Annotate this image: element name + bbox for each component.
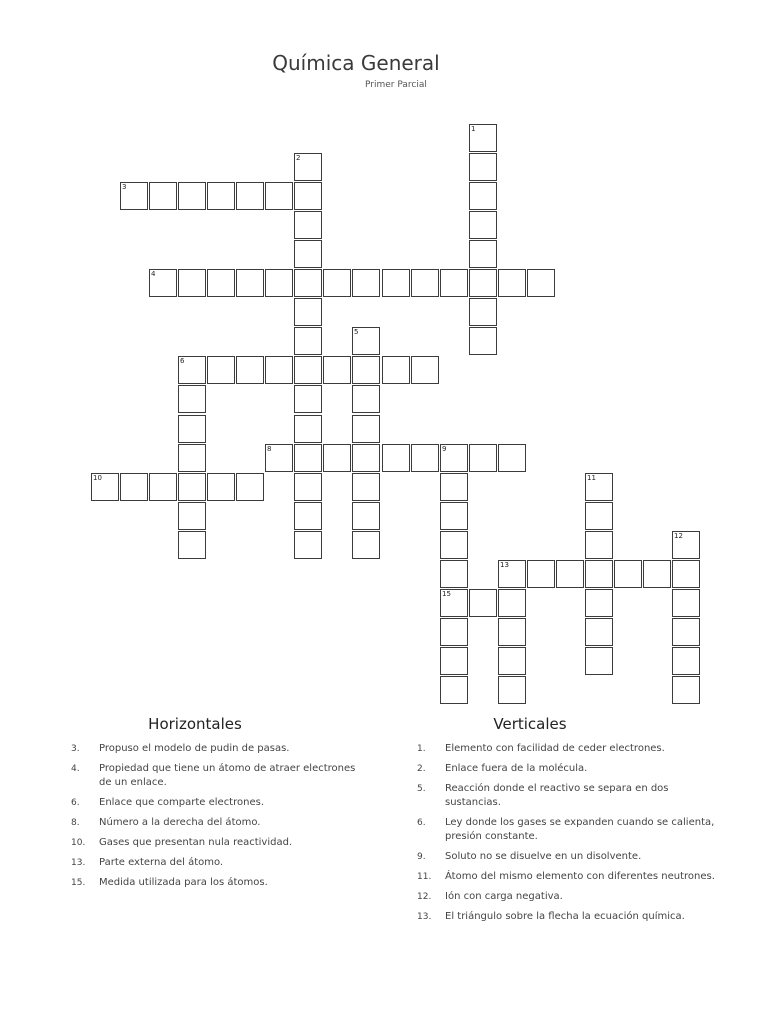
clue-text: El triángulo sobre la flecha la ecuación química. — [445, 911, 685, 922]
crossword-cell[interactable] — [440, 502, 468, 530]
crossword-cell[interactable] — [178, 269, 206, 297]
crossword-cell[interactable] — [265, 182, 293, 210]
crossword-cell[interactable] — [585, 473, 613, 501]
clue-number-label: 3. — [71, 744, 80, 754]
crossword-cell[interactable] — [585, 618, 613, 646]
crossword-cell[interactable] — [207, 473, 235, 501]
crossword-cell[interactable] — [178, 473, 206, 501]
clue-number: 4 — [151, 270, 156, 278]
crossword-cell[interactable] — [91, 473, 119, 501]
crossword-cell[interactable] — [498, 444, 526, 472]
clue-number-label: 12. — [417, 892, 432, 902]
clue-number-label: 1. — [417, 744, 426, 754]
across-clue-list — [71, 742, 371, 896]
clue-text: Elemento con facilidad de ceder electrones. — [445, 743, 665, 754]
crossword-cell[interactable] — [469, 589, 497, 617]
crossword-cell[interactable] — [236, 356, 264, 384]
crossword-cell[interactable] — [207, 182, 235, 210]
crossword-cell[interactable] — [382, 269, 410, 297]
page-title: Química General — [272, 51, 440, 75]
clue-number-label: 8. — [71, 818, 80, 828]
down-clue — [417, 890, 717, 904]
crossword-cell[interactable] — [672, 560, 700, 588]
crossword-cell[interactable] — [498, 618, 526, 646]
crossword-cell[interactable] — [469, 269, 497, 297]
clue-number-label: 13. — [71, 858, 86, 868]
crossword-cell[interactable] — [294, 356, 322, 384]
crossword-cell[interactable] — [294, 269, 322, 297]
crossword-cell[interactable] — [352, 502, 380, 530]
clue-number-label: 5. — [417, 784, 426, 794]
crossword-cell[interactable] — [585, 589, 613, 617]
crossword-cell[interactable] — [294, 211, 322, 239]
crossword-cell[interactable] — [352, 473, 380, 501]
crossword-cell[interactable] — [440, 444, 468, 472]
clue-number-label: 13. — [417, 912, 432, 922]
crossword-cell[interactable] — [294, 531, 322, 559]
crossword-cell[interactable] — [294, 298, 322, 326]
crossword-cell[interactable] — [294, 385, 322, 413]
down-heading: Verticales — [493, 715, 567, 733]
crossword-cell[interactable] — [585, 647, 613, 675]
clue-text: Átomo del mismo elemento con diferentes neutrones. — [445, 871, 715, 882]
crossword-cell[interactable] — [178, 356, 206, 384]
crossword-cell[interactable] — [207, 269, 235, 297]
crossword-cell[interactable] — [178, 385, 206, 413]
crossword-cell[interactable] — [556, 560, 584, 588]
crossword-cell[interactable] — [323, 269, 351, 297]
across-clue — [71, 816, 371, 830]
clue-number: 2 — [296, 154, 301, 162]
crossword-cell[interactable] — [469, 153, 497, 181]
down-clue — [417, 850, 717, 864]
clue-number-label: 15. — [71, 878, 86, 888]
clue-text: Medida utilizada para los átomos. — [99, 877, 268, 888]
crossword-cell[interactable] — [178, 444, 206, 472]
clue-number: 10 — [93, 474, 102, 482]
crossword-cell[interactable] — [440, 676, 468, 704]
clue-number: 5 — [354, 328, 359, 336]
crossword-cell[interactable] — [672, 531, 700, 559]
down-clue — [417, 762, 717, 776]
clue-number: 9 — [442, 445, 447, 453]
clue-number: 1 — [471, 125, 476, 133]
crossword-cell[interactable] — [352, 444, 380, 472]
crossword-cell[interactable] — [440, 269, 468, 297]
crossword-cell[interactable] — [294, 502, 322, 530]
clue-text: Gases que presentan nula reactividad. — [99, 837, 293, 848]
clue-text: Propiedad que tiene un átomo de atraer electrones de un enlace. — [99, 763, 356, 788]
crossword-cell[interactable] — [672, 618, 700, 646]
crossword-cell[interactable] — [120, 473, 148, 501]
clue-number: 13 — [500, 561, 509, 569]
crossword-cell[interactable] — [672, 589, 700, 617]
down-clue-list — [417, 742, 717, 930]
crossword-cell[interactable] — [149, 473, 177, 501]
crossword-cell[interactable] — [585, 560, 613, 588]
crossword-cell[interactable] — [207, 356, 235, 384]
crossword-cell[interactable] — [149, 182, 177, 210]
crossword-cell[interactable] — [352, 327, 380, 355]
clue-text: Reacción donde el reactivo se separa en dos sustancias. — [445, 783, 669, 808]
crossword-cell[interactable] — [527, 560, 555, 588]
crossword-cell[interactable] — [294, 415, 322, 443]
clue-text: Enlace fuera de la molécula. — [445, 763, 588, 774]
crossword-cell[interactable] — [498, 647, 526, 675]
clue-number-label: 9. — [417, 852, 426, 862]
crossword-cell[interactable] — [294, 473, 322, 501]
crossword-cell[interactable] — [498, 560, 526, 588]
crossword-cell[interactable] — [265, 269, 293, 297]
crossword-cell[interactable] — [440, 473, 468, 501]
clue-number: 6 — [180, 357, 185, 365]
crossword-cell[interactable] — [440, 589, 468, 617]
crossword-cell[interactable] — [265, 356, 293, 384]
crossword-cell[interactable] — [178, 531, 206, 559]
crossword-cell[interactable] — [352, 269, 380, 297]
crossword-cell[interactable] — [120, 182, 148, 210]
crossword-cell[interactable] — [323, 356, 351, 384]
crossword-cell[interactable] — [178, 502, 206, 530]
crossword-cell[interactable] — [352, 531, 380, 559]
crossword-cell[interactable] — [469, 444, 497, 472]
clue-text: Propuso el modelo de pudin de pasas. — [99, 743, 290, 754]
across-clue — [71, 762, 371, 790]
crossword-cell[interactable] — [411, 269, 439, 297]
clue-number-label: 6. — [71, 798, 80, 808]
crossword-cell[interactable] — [585, 502, 613, 530]
clue-number-label: 11. — [417, 872, 432, 882]
crossword-cell[interactable] — [498, 589, 526, 617]
clue-text: Ley donde los gases se expanden cuando se calienta, presión constante. — [445, 817, 715, 842]
crossword-cell[interactable] — [411, 356, 439, 384]
crossword-cell[interactable] — [294, 444, 322, 472]
crossword-cell[interactable] — [294, 240, 322, 268]
crossword-cell[interactable] — [469, 298, 497, 326]
crossword-cell[interactable] — [527, 269, 555, 297]
crossword-cell[interactable] — [382, 444, 410, 472]
crossword-cell[interactable] — [352, 415, 380, 443]
clue-number: 12 — [674, 532, 683, 540]
page-subtitle: Primer Parcial — [365, 80, 427, 90]
crossword-cell[interactable] — [236, 182, 264, 210]
crossword-cell[interactable] — [440, 560, 468, 588]
crossword-cell[interactable] — [469, 182, 497, 210]
crossword-cell[interactable] — [382, 356, 410, 384]
crossword-cell[interactable] — [411, 444, 439, 472]
crossword-cell[interactable] — [294, 327, 322, 355]
crossword-cell[interactable] — [469, 240, 497, 268]
clue-text: Número a la derecha del átomo. — [99, 817, 261, 828]
clue-number-label: 6. — [417, 818, 426, 828]
crossword-cell[interactable] — [585, 531, 613, 559]
across-clue — [71, 796, 371, 810]
down-clue — [417, 816, 717, 844]
crossword-cell[interactable] — [178, 415, 206, 443]
crossword-cell[interactable] — [440, 531, 468, 559]
clue-number: 8 — [267, 445, 272, 453]
clue-text: Ión con carga negativa. — [445, 891, 563, 902]
crossword-cell[interactable] — [440, 647, 468, 675]
crossword-cell[interactable] — [469, 211, 497, 239]
crossword-cell[interactable] — [294, 153, 322, 181]
crossword-cell[interactable] — [236, 473, 264, 501]
crossword-cell[interactable] — [236, 269, 264, 297]
clue-text: Soluto no se disuelve en un disolvente. — [445, 851, 642, 862]
clue-text: Parte externa del átomo. — [99, 857, 224, 868]
clue-number-label: 10. — [71, 838, 86, 848]
crossword-cell[interactable] — [672, 676, 700, 704]
clue-number-label: 4. — [71, 764, 80, 774]
across-clue — [71, 836, 371, 850]
across-heading: Horizontales — [148, 715, 242, 733]
crossword-cell[interactable] — [352, 356, 380, 384]
crossword-cell[interactable] — [643, 560, 671, 588]
down-clue — [417, 782, 717, 810]
crossword-cell[interactable] — [498, 676, 526, 704]
crossword-cell[interactable] — [498, 269, 526, 297]
crossword-cell[interactable] — [614, 560, 642, 588]
across-clue — [71, 876, 371, 890]
crossword-cell[interactable] — [469, 124, 497, 152]
crossword-cell[interactable] — [265, 444, 293, 472]
crossword-cell[interactable] — [323, 444, 351, 472]
crossword-cell[interactable] — [469, 327, 497, 355]
down-clue — [417, 742, 717, 756]
clue-text: Enlace que comparte electrones. — [99, 797, 264, 808]
down-clue — [417, 870, 717, 884]
crossword-cell[interactable] — [440, 618, 468, 646]
clue-number: 11 — [587, 474, 596, 482]
crossword-cell[interactable] — [294, 182, 322, 210]
clue-number: 3 — [122, 183, 127, 191]
clue-number: 15 — [442, 590, 451, 598]
crossword-cell[interactable] — [352, 385, 380, 413]
crossword-cell[interactable] — [178, 182, 206, 210]
across-clue — [71, 856, 371, 870]
crossword-cell[interactable] — [149, 269, 177, 297]
down-clue — [417, 910, 717, 924]
crossword-cell[interactable] — [672, 647, 700, 675]
clue-number-label: 2. — [417, 764, 426, 774]
across-clue — [71, 742, 371, 756]
